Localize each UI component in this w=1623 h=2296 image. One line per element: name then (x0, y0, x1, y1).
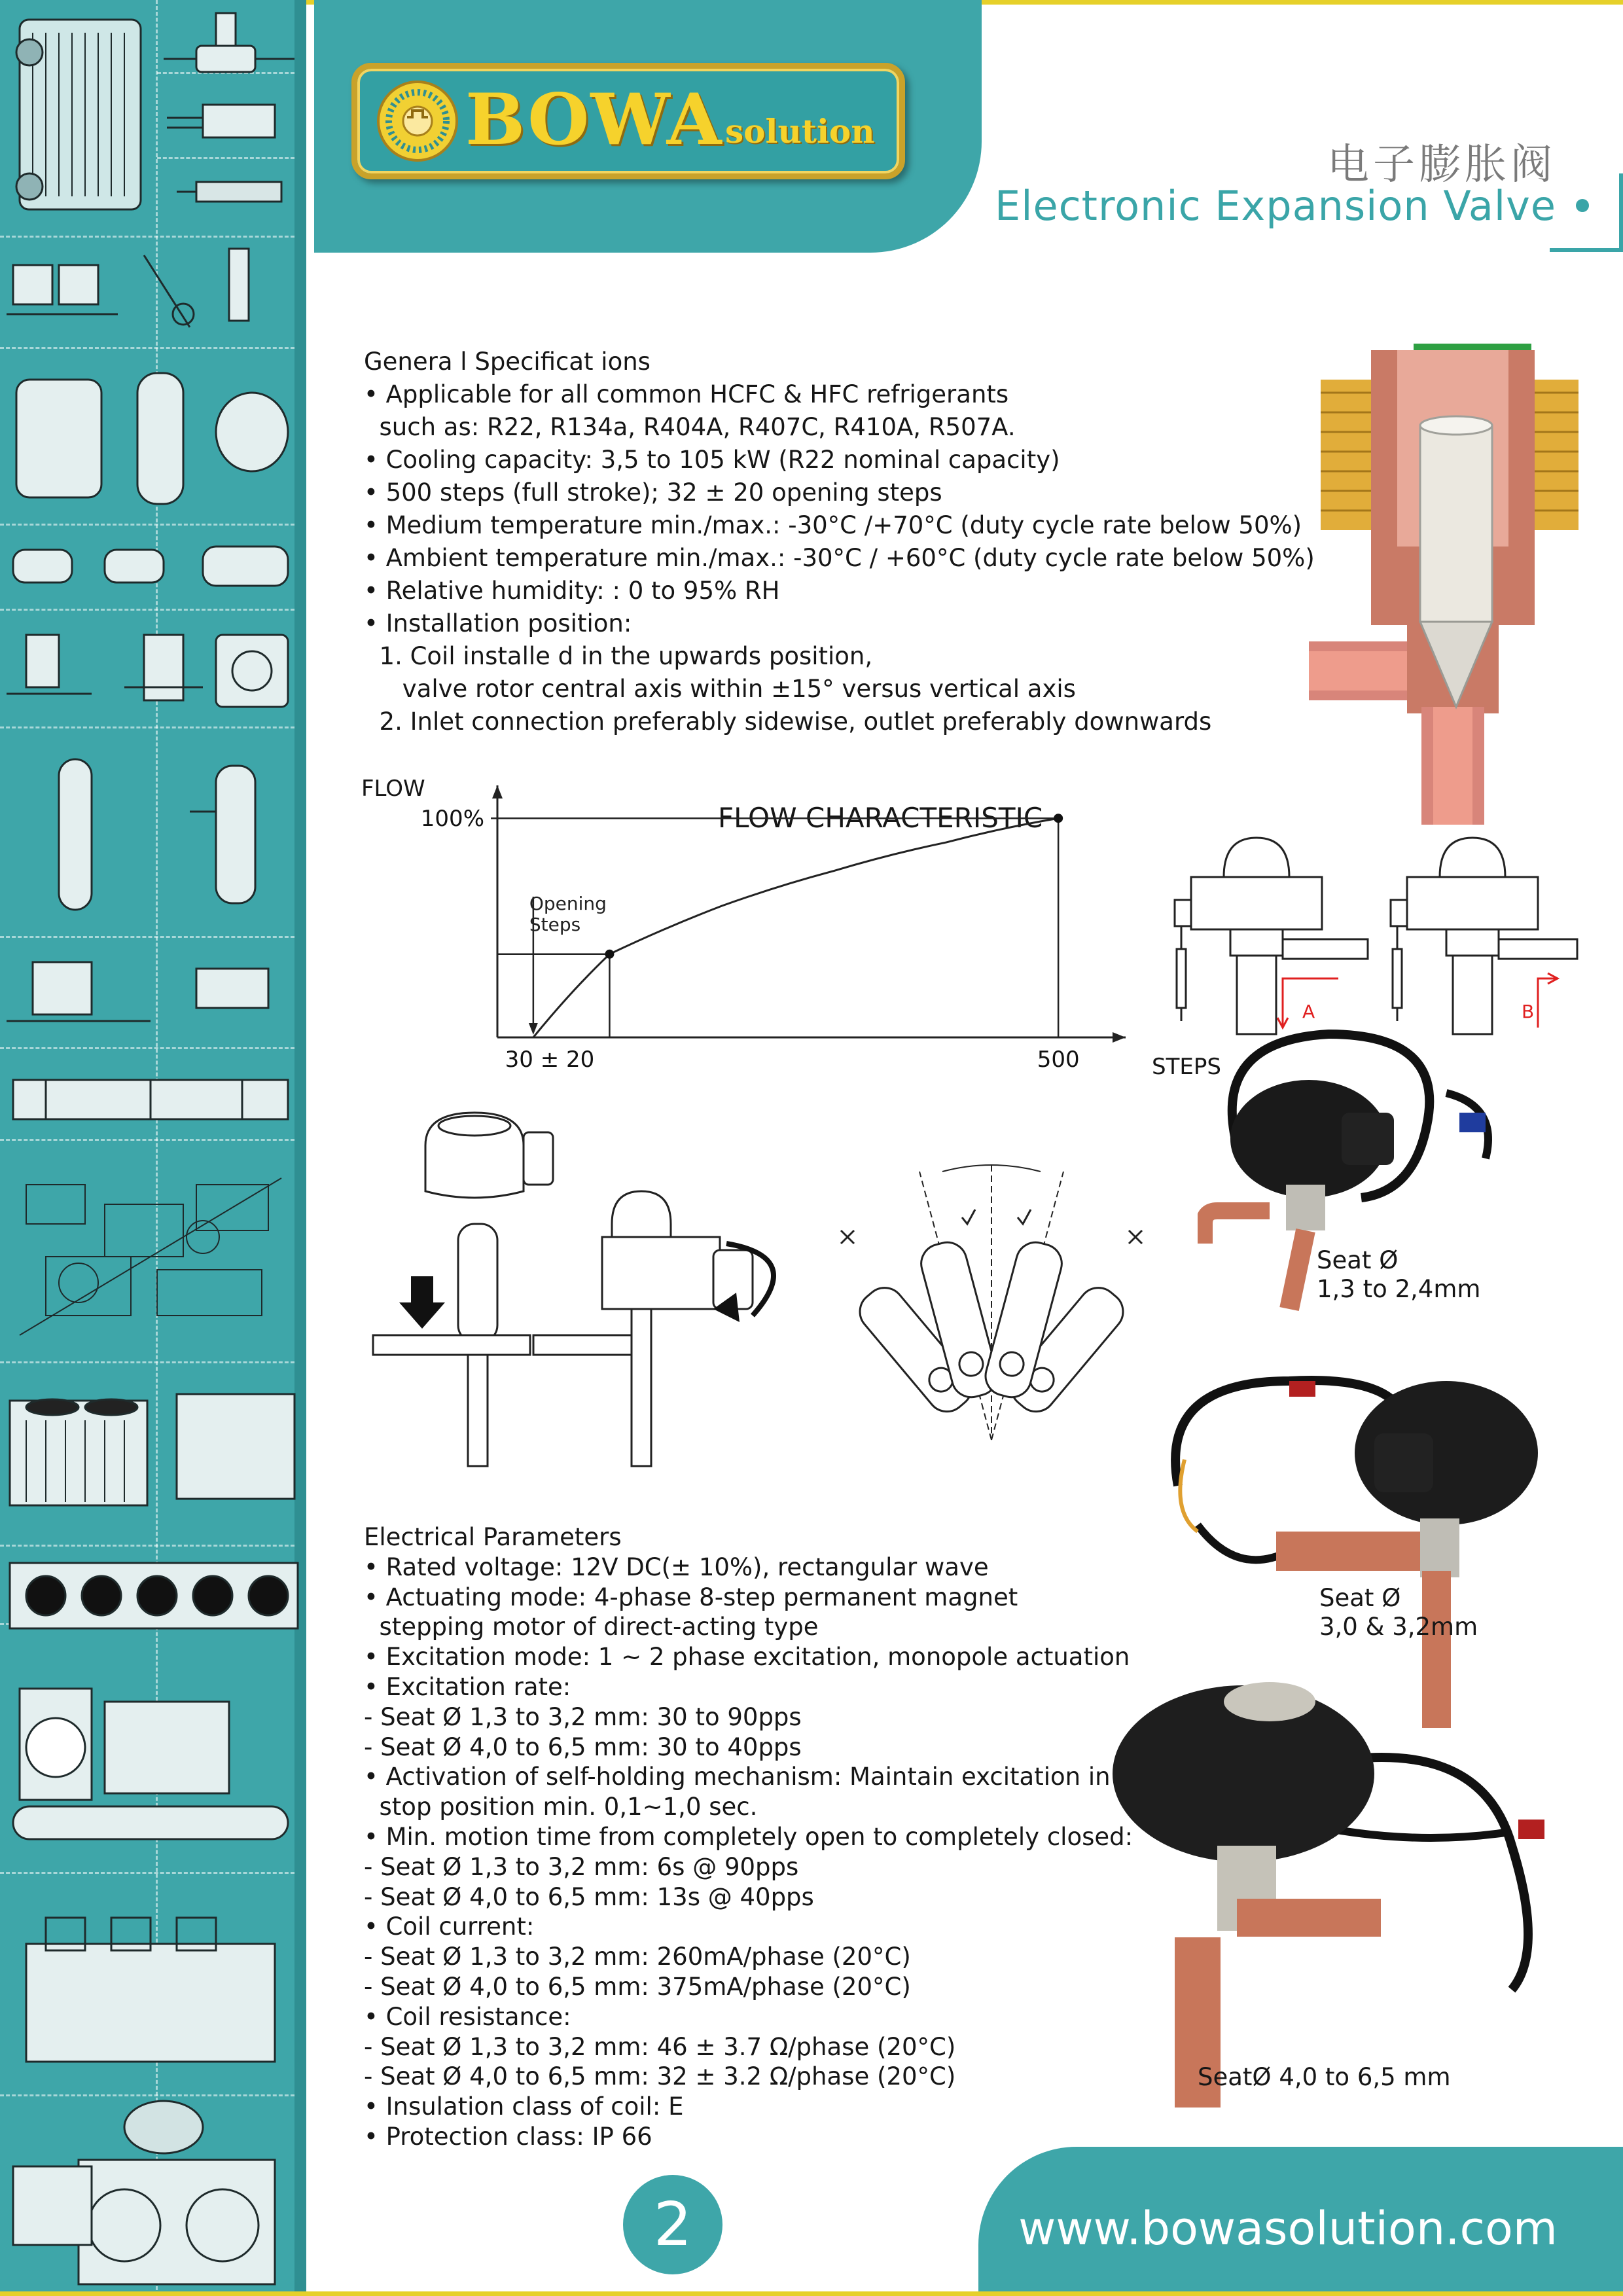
electrical-line: - Seat Ø 1,3 to 3,2 mm: 6s @ 90pps (364, 1852, 799, 1881)
spec-line: 1. Coil installe d in the upwards position, (364, 642, 873, 670)
electrical-line: • Protection class: IP 66 (364, 2122, 652, 2151)
x-axis-arrow (1113, 1032, 1126, 1043)
electrical-line: - Seat Ø 1,3 to 3,2 mm: 260mA/phase (20°C) (364, 1943, 911, 1971)
spec-line: • Installation position: (364, 609, 632, 637)
electrical-line: • Actuating mode: 4-phase 8-step permanent magnet (364, 1583, 1018, 1611)
title-chinese: 电子膨胀阀 (1327, 141, 1556, 189)
x-tick-label: 500 (1037, 1047, 1080, 1073)
y-tick-label: 100% (420, 806, 484, 833)
spec-line: such as: R22, R134a, R404A, R407C, R410A, R507A. (364, 413, 1016, 441)
electrical-line: • Activation of self-holding mechanism: Maintain excitation in (364, 1763, 1111, 1791)
bottom-accent-line (0, 2291, 1623, 2296)
flow-curve (533, 818, 1058, 1037)
electrical-line: • Excitation rate: (364, 1672, 571, 1701)
y-axis-arrow (492, 785, 503, 798)
electrical-line: - Seat Ø 4,0 to 6,5 mm: 13s @ 40pps (364, 1882, 814, 1911)
page-number: 2 (623, 2175, 722, 2274)
electrical-line: • Coil resistance: (364, 2002, 571, 2031)
electrical-line: - Seat Ø 4,0 to 6,5 mm: 32 ± 3.2 Ω/phase (20°C) (364, 2062, 956, 2091)
brand-logo (351, 63, 905, 179)
electrical-line: • Coil current: (364, 1912, 535, 1941)
valve-orientation-diagram (1165, 831, 1584, 1047)
spec-line: • Cooling capacity: 3,5 to 105 kW (R22 nominal capacity) (364, 446, 1060, 474)
spec-line: • Medium temperature min./max.: -30°C /+70°C (duty cycle rate below 50%) (364, 511, 1302, 539)
spec-line: valve rotor central axis within ±15° versus vertical axis (364, 675, 1076, 703)
diagram-label-a: A (1302, 1001, 1315, 1022)
electrical-line: • Insulation class of coil: E (364, 2092, 684, 2121)
electrical-line: - Seat Ø 4,0 to 6,5 mm: 375mA/phase (20°C) (364, 1972, 911, 2001)
chart-annotation: Steps (529, 914, 581, 935)
chart-title: FLOW CHARACTERISTIC (718, 802, 1043, 834)
title-bracket (1550, 173, 1623, 252)
brand-suffix: solution (725, 112, 875, 151)
product-sidebar (0, 0, 306, 2296)
spec-line: • Ambient temperature min./max.: -30°C / +60°C (duty cycle rate below 50%) (364, 544, 1315, 572)
product-thumbnails (7, 7, 301, 2291)
electrical-line: - Seat Ø 4,0 to 6,5 mm: 30 to 40pps (364, 1732, 802, 1761)
electrical-line: • Min. motion time from completely open to completely closed: (364, 1822, 1133, 1851)
diagram-label-b: B (1522, 1001, 1535, 1022)
data-point (605, 950, 614, 959)
electrical-parameters (364, 1522, 1133, 2152)
website-link[interactable]: www.bowasolution.com (1018, 2202, 1558, 2255)
spec-line: • Relative humidity: : 0 to 95% RH (364, 577, 780, 605)
electrical-line: - Seat Ø 1,3 to 3,2 mm: 30 to 90pps (364, 1702, 802, 1731)
spec-line: • 500 steps (full stroke); 32 ± 20 opening steps (364, 478, 942, 507)
electrical-heading: Electrical Parameters (364, 1523, 622, 1551)
spec-line: 2. Inlet connection preferably sidewise, outlet preferably downwards (364, 708, 1212, 736)
general-heading: Genera l Specificat ions (364, 348, 651, 376)
x-tick-label: 30 ± 20 (505, 1047, 595, 1073)
brand-name: BOWA (465, 79, 723, 161)
chart-annotation: Opening (529, 893, 607, 914)
product-caption-large: SeatØ 4,0 to 6,5 mm (1198, 2063, 1451, 2091)
spec-line: • Applicable for all common HCFC & HFC refrigerants (364, 380, 1009, 408)
electrical-line: • Excitation mode: 1 ~ 2 phase excitation, monopole actuation (364, 1643, 1130, 1672)
coil-logo-icon (374, 78, 461, 164)
electrical-line: • Rated voltage: 12V DC(± 10%), rectangular wave (364, 1552, 989, 1581)
general-specifications (364, 346, 1315, 738)
chart-ylabel: FLOW (361, 776, 425, 802)
valve-cutaway-illustration (1309, 340, 1590, 825)
product-caption-small: Seat Ø 1,3 to 2,4mm (1317, 1246, 1481, 1303)
flow-chart (399, 779, 1145, 1080)
electrical-line: - Seat Ø 1,3 to 3,2 mm: 46 ± 3.7 Ω/phase (20°C) (364, 2032, 956, 2061)
electrical-line: stop position min. 0,1~1,0 sec. (364, 1793, 758, 1821)
coil-installation-drawing (360, 1106, 818, 1473)
product-caption-medium: Seat Ø 3,0 & 3,2mm (1319, 1584, 1478, 1641)
electrical-line: stepping motor of direct-acting type (364, 1613, 819, 1641)
angle-tolerance-diagram (828, 1152, 1155, 1453)
data-point (1054, 814, 1063, 823)
page-title: Electronic Expansion Valve (995, 182, 1556, 230)
chart-xlabel: STEPS (1152, 1054, 1221, 1080)
